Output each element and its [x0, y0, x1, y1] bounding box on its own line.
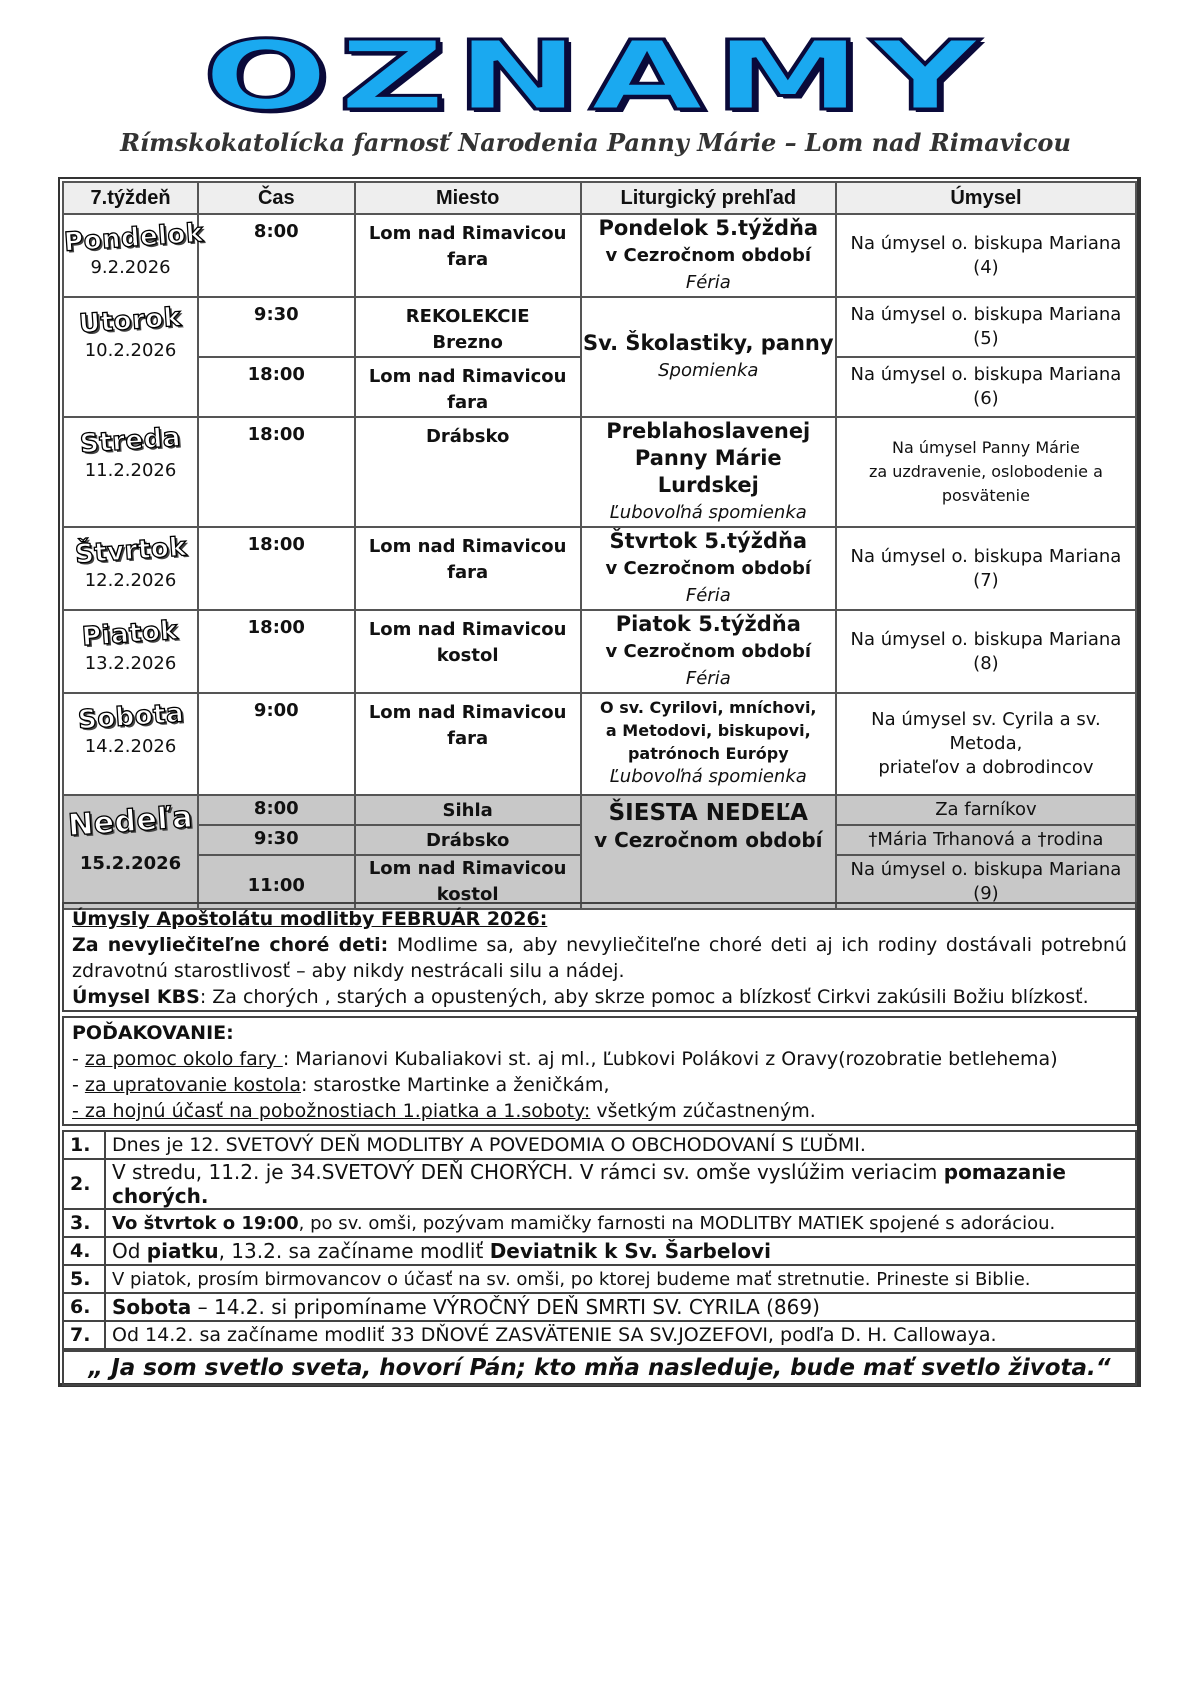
place-line: Lom nad Rimavicou [368, 366, 567, 387]
notice-text [105, 1237, 1136, 1265]
thanks-line: - za upratovanie kostola: starostke Martinke a ženičkám, [72, 1074, 610, 1096]
liturgy-cell [581, 297, 836, 417]
page-title [0, 20, 1191, 132]
prayer-heading: Úmysly Apoštolátu modlitby FEBRUÁR 2026: [72, 908, 548, 930]
list-item [63, 1131, 1136, 1159]
time-cell: 18:00 [198, 610, 355, 693]
day-date: 13.2.2026 [84, 653, 177, 674]
place-cell: Sihla [355, 795, 581, 825]
liturgy-line: Ľubovoľná spomienka [609, 502, 807, 523]
intention-cell: Na úmysel o. biskupa Mariana (6) [836, 357, 1136, 417]
liturgy-cell [581, 693, 836, 795]
liturgy-cell [581, 795, 836, 909]
intention-line: priateľov a dobrodincov [878, 757, 1094, 778]
notice-number: 2. [63, 1159, 105, 1209]
liturgy-cell [581, 610, 836, 693]
intention-line: Na úmysel sv. Cyrila a sv. Metoda, [871, 709, 1101, 754]
liturgy-line: Féria [685, 668, 731, 689]
place-line: kostol [436, 884, 499, 905]
place-line: Drábsko [425, 426, 510, 447]
list-item [63, 1265, 1136, 1293]
liturgy-cell [581, 527, 836, 610]
list-item [63, 1209, 1136, 1237]
place-cell [355, 855, 581, 909]
notice-part: Od [112, 1239, 147, 1263]
header-time: Čas [198, 182, 355, 214]
header-week: 7.týždeň [63, 182, 198, 214]
liturgy-line: v Cezročnom období [605, 558, 812, 579]
prayer-text-1 [72, 932, 1127, 984]
table-row [63, 693, 1136, 795]
liturgy-line: Štvrtok 5.týždňa [609, 529, 808, 553]
prayer-body-1: Modlime sa, aby nevyliečiteľne choré deti aj ich rodiny dostávali potrebnú zdravotnú starostlivosť – aby nikdy nestrácali silu a nádej. [72, 934, 1127, 982]
liturgy-line: patrónoch Európy [627, 744, 789, 763]
day-date: 14.2.2026 [84, 736, 177, 757]
time-cell: 11:00 [198, 855, 355, 909]
notice-text [105, 1265, 1136, 1293]
intention-line: za uzdravenie, oslobodenie a [868, 462, 1103, 481]
title-text: OZNAMY [202, 20, 989, 132]
day-name: Piatok [81, 615, 180, 653]
prayer-text-2 [72, 984, 1127, 1010]
liturgy-line: Panny Márie Lurdskej [634, 446, 782, 497]
thanks-box [62, 1016, 1137, 1126]
day-date: 9.2.2026 [90, 257, 171, 278]
notice-text [105, 1159, 1136, 1209]
place-line: fara [447, 249, 489, 270]
day-cell [63, 297, 198, 417]
day-cell [63, 527, 198, 610]
time-cell: 18:00 [198, 527, 355, 610]
notice-text [105, 1293, 1136, 1321]
place-line: REKOLEKCIE [405, 306, 530, 327]
parish-subtitle: Rímskokatolícka farnosť Narodenia Panny Márie – Lom nad Rimavicou [120, 128, 1071, 157]
liturgy-line: Pondelok 5.týždňa [598, 216, 819, 240]
day-name: Streda [79, 422, 182, 460]
thanks-recipients: všetkým zúčastneným. [590, 1100, 816, 1122]
schedule-table [62, 181, 1137, 910]
time-cell: 18:00 [198, 357, 355, 417]
intention-cell [836, 417, 1136, 527]
day-name: Štvrtok [73, 532, 188, 570]
day-name: Sobota [76, 698, 185, 736]
intention-cell: Na úmysel o. biskupa Mariana (9) [836, 855, 1136, 909]
liturgy-line: v Cezročnom období [594, 828, 823, 852]
notice-part: V piatok, prosím birmovancov o účasť na sv. omši, po ktorej budeme mať stretnutie. Prineste si Biblie. [112, 1268, 1031, 1290]
day-cell [63, 693, 198, 795]
notice-text [105, 1209, 1136, 1237]
intention-cell: †Mária Trhanová a †rodina [836, 825, 1136, 855]
intention-cell: Na úmysel o. biskupa Mariana (8) [836, 610, 1136, 693]
thanks-topic: - za hojnú účasť na pobožnostiach 1.piatka a 1.soboty: [72, 1100, 591, 1122]
prayer-intentions-box [62, 902, 1137, 1012]
liturgy-line: v Cezročnom období [605, 245, 812, 266]
header-place: Miesto [355, 182, 581, 214]
header-liturgy: Liturgický prehľad [581, 182, 836, 214]
place-cell [355, 297, 581, 357]
table-row [63, 214, 1136, 297]
notice-part: V stredu, 11.2. je 34.SVETOVÝ DEŇ CHORÝCH. V rámci sv. omše vyslúžim veriacim [112, 1160, 944, 1184]
intention-cell: Na úmysel o. biskupa Mariana (4) [836, 214, 1136, 297]
notice-part: piatku [146, 1239, 219, 1263]
liturgy-line: Spomienka [658, 360, 759, 381]
notice-number: 6. [63, 1293, 105, 1321]
notice-part: , 13.2. sa začíname modliť [218, 1239, 490, 1263]
table-row [63, 795, 1136, 825]
liturgy-line: v Cezročnom období [605, 641, 812, 662]
day-cell [63, 214, 205, 297]
liturgy-line: Féria [685, 585, 731, 606]
day-date: 10.2.2026 [84, 340, 177, 361]
day-cell [63, 610, 198, 693]
day-name: Pondelok [63, 218, 205, 258]
place-line: fara [447, 728, 489, 749]
place-cell [355, 417, 581, 527]
notice-number: 1. [63, 1131, 105, 1159]
table-row [63, 417, 1136, 527]
day-date: 15.2.2026 [79, 853, 182, 874]
time-cell: 18:00 [198, 417, 355, 527]
thanks-line: - za pomoc okolo fary : Marianovi Kubaliakovi st. aj ml., Ľubkovi Polákovi z Oravy(rozobratie betlehema) [72, 1048, 1058, 1070]
place-line: kostol [436, 645, 499, 666]
place-cell [355, 527, 581, 610]
notice-part: Od 14.2. sa začíname modliť 33 DŇOVÉ ZASVÄTENIE SA SV.JOZEFOVI, podľa D. H. Callowaya. [112, 1324, 997, 1346]
thanks-line [72, 1098, 1127, 1124]
notice-number: 4. [63, 1237, 105, 1265]
notice-number: 5. [63, 1265, 105, 1293]
closing-quote: „ Ja som svetlo sveta, hovorí Pán; kto mňa nasleduje, bude mať svetlo života.“ [62, 1350, 1137, 1386]
table-row [63, 527, 1136, 610]
notice-part: – 14.2. si pripomíname VÝROČNÝ DEŇ SMRTI SV. CYRILA (869) [191, 1295, 820, 1319]
time-cell: 8:00 [198, 795, 355, 825]
liturgy-line: O sv. Cyrilovi, mníchovi, [600, 698, 817, 717]
place-line: Lom nad Rimavicou [368, 619, 567, 640]
time-cell: 9:30 [198, 825, 355, 855]
prayer-body-2: : Za chorých , starých a opustených, aby skrze pomoc a blízkosť Cirkvi zakúsili Božiu blízkosť. [199, 986, 1089, 1008]
liturgy-line: Féria [685, 272, 731, 293]
day-cell [63, 795, 198, 909]
thanks-topic: za pomoc okolo fary [84, 1048, 283, 1070]
liturgy-line: Preblahoslavenej [606, 419, 811, 443]
place-cell [355, 357, 581, 417]
day-cell [63, 417, 198, 527]
place-cell [355, 214, 581, 297]
notice-number: 3. [63, 1209, 105, 1237]
thanks-topic: za upratovanie kostola [84, 1074, 301, 1096]
list-item [63, 1321, 1136, 1349]
day-name: Nedeľa [67, 799, 195, 844]
table-row [63, 297, 1136, 357]
time-cell: 8:00 [198, 214, 355, 297]
liturgy-line: Piatok 5.týždňa [615, 612, 801, 636]
notice-part: Sobota [112, 1295, 192, 1319]
intention-line: posvätenie [941, 486, 1030, 505]
place-line: Lom nad Rimavicou [368, 858, 567, 879]
time-cell: 9:30 [198, 297, 355, 357]
place-cell: Drábsko [355, 825, 581, 855]
day-name: Utorok [78, 302, 183, 340]
place-cell [355, 610, 581, 693]
notice-part: Deviatnik k Sv. Šarbelovi [489, 1239, 771, 1263]
place-line: Lom nad Rimavicou [368, 702, 567, 723]
liturgy-cell [581, 417, 836, 527]
place-cell [355, 693, 581, 795]
place-line: Brezno [432, 332, 503, 353]
intention-cell: Za farníkov [836, 795, 1136, 825]
thanks-recipients: : starostke Martinke a ženičkám, [300, 1074, 610, 1096]
thanks-recipients: : Marianovi Kubaliakovi st. aj ml., Ľubkovi Polákovi z Oravy(rozobratie betlehema) [282, 1048, 1058, 1070]
thanks-heading: POĎAKOVANIE: [72, 1022, 234, 1044]
liturgy-line: a Metodovi, biskupovi, [605, 721, 811, 740]
place-line: Lom nad Rimavicou [368, 223, 567, 244]
time-cell: 9:00 [198, 693, 355, 795]
prayer-label-1: Za nevyliečiteľne choré deti: [72, 934, 389, 956]
notice-part: pomazanie chorých. [112, 1160, 1066, 1208]
table-header-row [63, 182, 1136, 214]
notice-text [105, 1131, 1136, 1159]
table-row [63, 610, 1136, 693]
place-line: fara [447, 562, 489, 583]
place-line: fara [447, 392, 489, 413]
intention-cell [836, 693, 1136, 795]
day-date: 11.2.2026 [84, 460, 177, 481]
list-item [63, 1237, 1136, 1265]
notice-part: Dnes je 12. SVETOVÝ DEŇ MODLITBY A POVEDOMIA O OBCHODOVANÍ S ĽUĎMI. [112, 1134, 866, 1156]
notice-part: , po sv. omši, pozývam mamičky farnosti na MODLITBY MATIEK spojené s adoráciou. [298, 1212, 1056, 1234]
intention-line: Na úmysel Panny Márie [892, 438, 1080, 457]
intention-cell: Na úmysel o. biskupa Mariana (5) [836, 297, 1136, 357]
list-item [63, 1293, 1136, 1321]
notice-part: Vo štvrtok o 19:00 [112, 1212, 299, 1234]
liturgy-line: Sv. Školastiky, panny [583, 331, 834, 355]
intention-cell: Na úmysel o. biskupa Mariana (7) [836, 527, 1136, 610]
place-line: Lom nad Rimavicou [368, 536, 567, 557]
list-item [63, 1159, 1136, 1209]
notice-text [105, 1321, 1136, 1349]
liturgy-line: ŠIESTA NEDEĽA [608, 800, 808, 826]
notices-list [62, 1130, 1137, 1350]
prayer-label-2: Úmysel KBS [72, 986, 200, 1008]
liturgy-cell [581, 214, 836, 297]
liturgy-line: Ľubovoľná spomienka [609, 766, 807, 787]
day-date: 12.2.2026 [84, 570, 177, 591]
notice-number: 7. [63, 1321, 105, 1349]
header-intention: Úmysel [836, 182, 1136, 214]
